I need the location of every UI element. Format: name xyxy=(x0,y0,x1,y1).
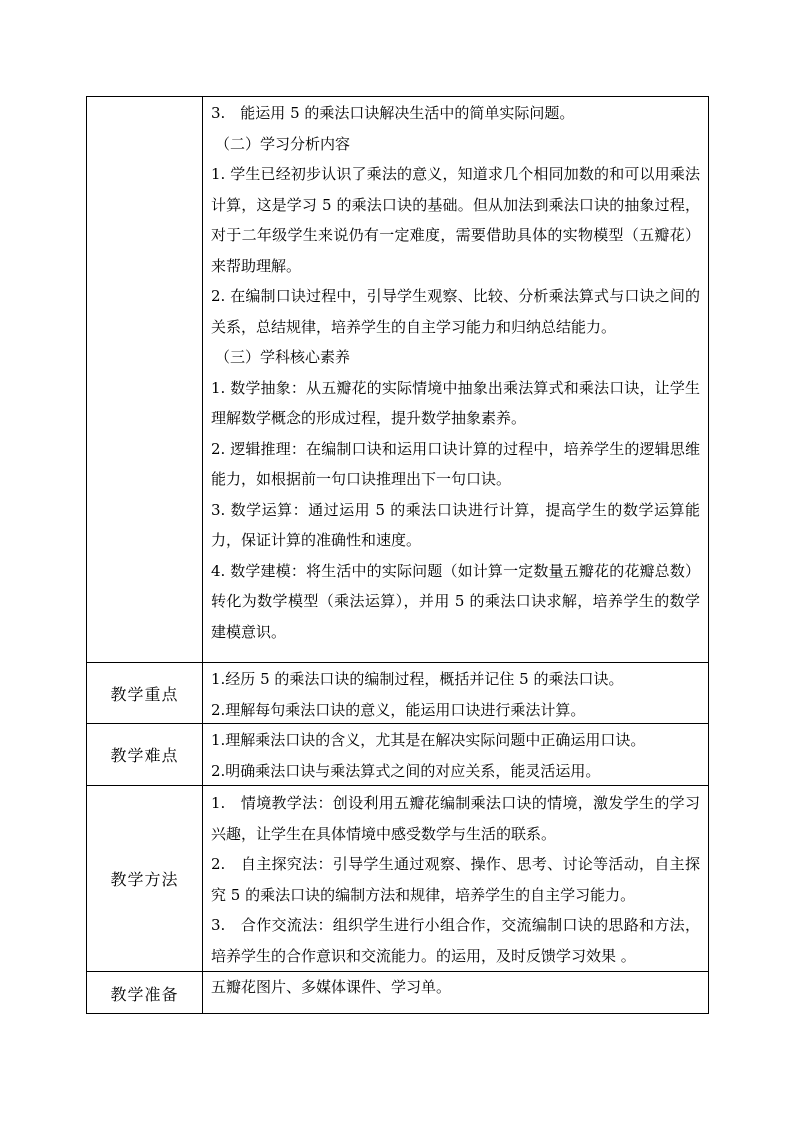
analysis-item: 1. 学生已经初步认识了乘法的意义，知道求几个相同加数的和可以用乘法计算，这是学习 5 的乘法口诀的基础。但从加法到乘法口诀的抽象过程，对于二年级学生来说仍有一定难度，需要借助具体的实物模型（五瓣花）来帮助理解。 xyxy=(211,165,700,275)
difficulties-label: 教学难点 xyxy=(110,746,179,765)
analysis-item: 2. 在编制口诀过程中，引导学生观察、比较、分析乘法算式与口诀之间的关系，总结规律，培养学生的自主学习能力和归纳总结能力。 xyxy=(211,287,700,336)
difficulty-item: 1.理解乘法口诀的含义，尤其是在解决实际问题中正确运用口诀。 xyxy=(211,731,646,749)
preparation-content xyxy=(211,972,700,1003)
methods-content xyxy=(211,788,700,971)
literacy-item: 1. 数学抽象：从五瓣花的实际情境中抽象出乘法算式和乘法口诀，让学生理解数学概念的形成过程，提升数学抽象素养。 xyxy=(211,378,700,427)
key-point-item: 2.理解每句乘法口诀的意义，能运用口诀进行乘法计算。 xyxy=(211,700,586,719)
section-heading: （二）学习分析内容 xyxy=(215,134,351,153)
key-point-item: 1.经历 5 的乘法口诀的编制过程，概括并记住 5 的乘法口诀。 xyxy=(211,670,624,688)
difficulties-content xyxy=(211,725,700,786)
section-heading: （三）学科核心素养 xyxy=(215,348,351,366)
key-points-label: 教学重点 xyxy=(110,684,179,704)
method-item: 2. 自主探究法：引导学生通过观察、操作、思考、讨论等活动，自主探究 5 的乘法口诀的编制方法和规律，培养学生的自主学习能力。 xyxy=(211,855,700,904)
method-item: 3. 合作交流法：组织学生进行小组合作，交流编制口诀的思路和方法，培养学生的合作意识和交流能力。的运用，及时反馈学习效果 。 xyxy=(211,916,700,965)
objectives-content xyxy=(211,98,700,647)
preparation-label: 教学准备 xyxy=(110,984,179,1004)
literacy-item: 3. 数学运算：通过运用 5 的乘法口诀进行计算，提高学生的数学运算能力，保证计算的准确性和速度。 xyxy=(211,500,700,549)
method-item: 1. 情境教学法：创设利用五瓣花编制乘法口诀的情境，激发学生的学习兴趣，让学生在具体情境中感受数学与生活的联系。 xyxy=(211,794,700,843)
key-points-content xyxy=(211,664,700,725)
literacy-item: 2. 逻辑推理：在编制口诀和运用口诀计算的过程中，培养学生的逻辑思维能力，如根据前一句口诀推理出下一句口诀。 xyxy=(211,439,700,488)
preparation-text: 五瓣花图片、多媒体课件、学习单。 xyxy=(211,978,452,996)
column-divider xyxy=(202,97,203,1013)
objective-item: 3. 能运用 5 的乘法口诀解决生活中的简单实际问题。 xyxy=(211,104,575,122)
difficulty-item: 2.明确乘法口诀与乘法算式之间的对应关系，能灵活运用。 xyxy=(211,761,601,780)
methods-label: 教学方法 xyxy=(110,870,179,889)
literacy-item: 4. 数学建模：将生活中的实际问题（如计算一定数量五瓣花的花瓣总数）转化为数学模型（乘法运算），并用 5 的乘法口诀求解，培养学生的数学建模意识。 xyxy=(211,561,700,641)
lesson-plan-table xyxy=(86,96,709,1014)
